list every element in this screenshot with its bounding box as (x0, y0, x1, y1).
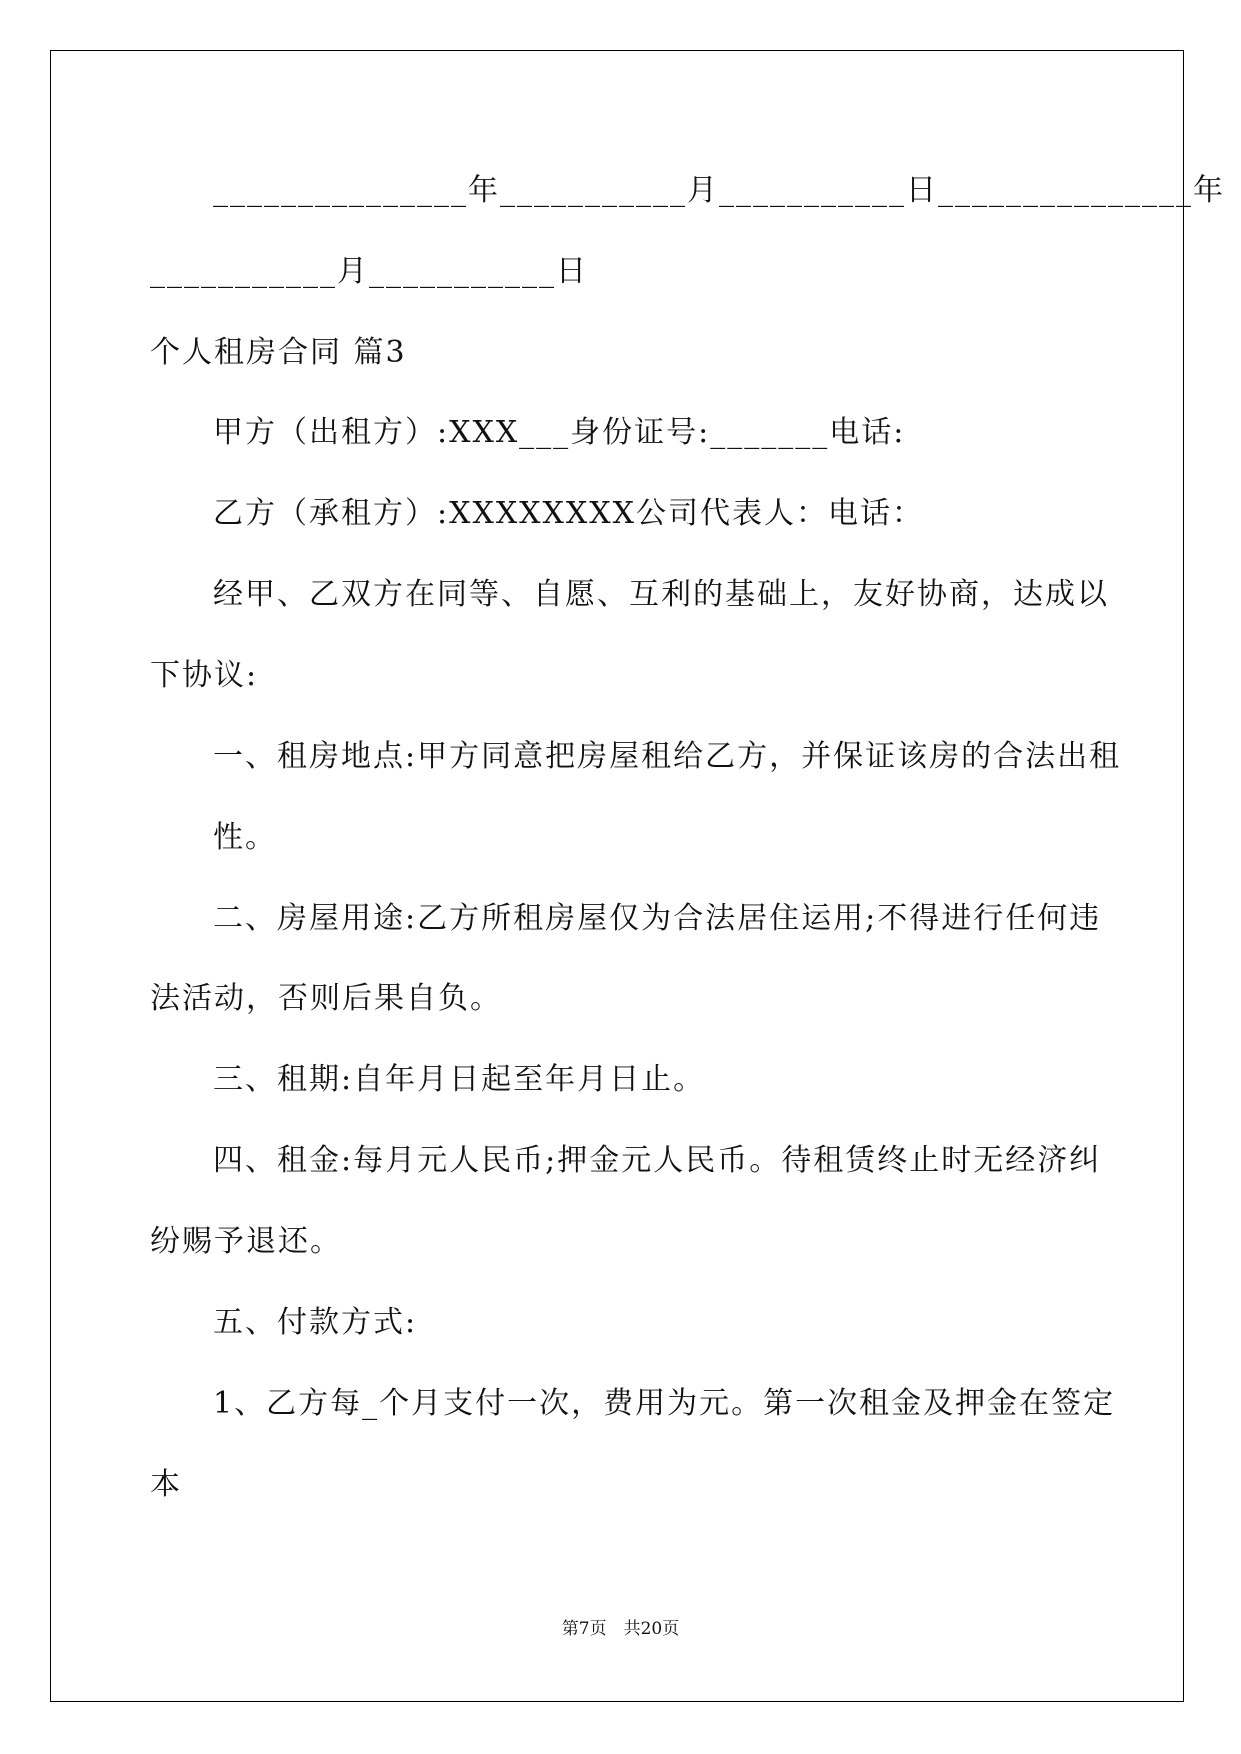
clause-2-line-2: 法活动，否则后果自负。 (150, 981, 502, 1016)
date-line-2: ___________月___________日 (150, 254, 588, 289)
clause-2-line-1: 二、房屋用途:乙方所租房屋仅为合法居住运用;不得进行任何违 (213, 901, 1102, 936)
clause-5-item-1-line-1: 1、乙方每_个月支付一次，费用为元。第一次租金及押金在签定 (213, 1386, 1116, 1421)
clause-3-line: 三、租期:自年月日起至年月日止。 (213, 1062, 706, 1097)
intro-line-2: 下协议: (150, 658, 259, 693)
intro-line-1: 经甲、乙双方在同等、自愿、互利的基础上，友好协商，达成以 (213, 577, 1109, 612)
clause-4-line-1: 四、租金:每月元人民币;押金元人民币。待租赁终止时无经济纠 (213, 1143, 1102, 1178)
clause-5-heading: 五、付款方式: (213, 1305, 418, 1340)
clause-5-item-1-line-2: 本 (150, 1467, 182, 1502)
contract-heading: 个人租房合同 篇3 (150, 335, 407, 370)
party-a-line: 甲方（出租方）:XXX___身份证号:_______电话: (213, 415, 906, 450)
date-line-1: _______________年___________月___________日_______________年 (213, 173, 1225, 208)
page-border (50, 50, 1184, 1702)
clause-1-line-1: 一、租房地点:甲方同意把房屋租给乙方，并保证该房的合法出租 (213, 739, 1122, 774)
party-b-line: 乙方（承租方）:XXXXXXXX公司代表人：电话： (213, 496, 924, 531)
page-number-footer: 第7页 共20页 (561, 1619, 680, 1639)
clause-4-line-2: 纷赐予退还。 (150, 1224, 342, 1259)
clause-1-line-2: 性。 (213, 820, 277, 855)
